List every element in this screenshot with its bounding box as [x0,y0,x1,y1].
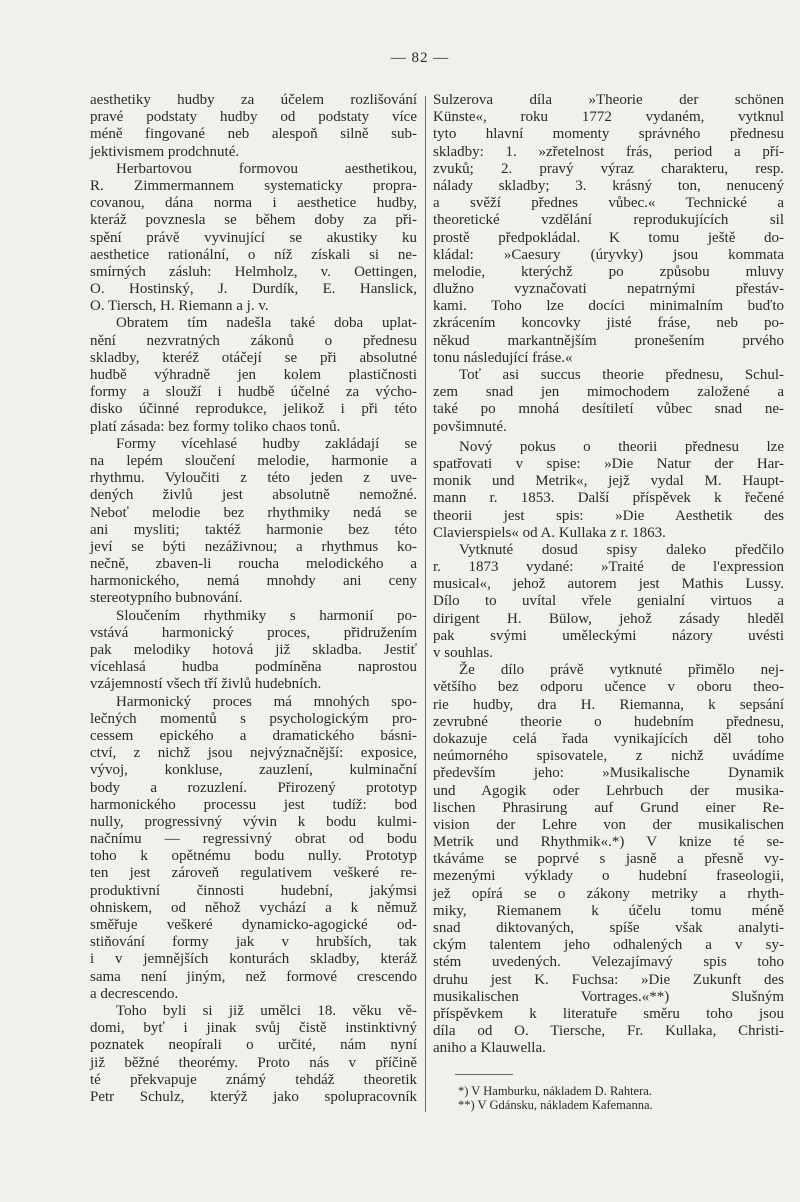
text-line: v souhlas. [433,645,493,661]
text-line: hudbě výhradně jen kolem plastičnosti [90,367,417,383]
text-line: vzájemností všech tří živlů hudebních. [90,676,322,693]
text-line: kládal: »Caesury (úryvky) jsou kommata [433,246,784,263]
text-line: covanou, dána norma i aesthetice hudby, [90,195,417,212]
text-line: theorii jest spis: »Die Aesthetik des [433,507,784,524]
text-line: Nový pokus o theorii přednesu lze [459,438,784,455]
text-line: pak melodiky hotová již skladba. Jestiť [90,642,417,658]
text-line: vstává harmonický proces, přidružením [90,624,417,641]
footnotes [452,1084,653,1112]
text-line: směřuje veškeré dynamicko-agogické od- [90,917,417,933]
text-line: Sloučením rhythmiky s harmonií po- [116,607,417,624]
text-line: stiňování formy jak v hrubších, tak [90,934,417,951]
text-line: R. Zimmermannem systematicky propra- [90,177,417,194]
text-line: Neboť melodie bez rhythmiky nedá se [90,504,417,521]
paragraph [90,161,417,316]
text-line: pak svými uměleckými názory uvésti [433,627,784,644]
text-line: i v jemnějších konturách skladby, kteráž [90,951,417,968]
text-line: kami. Toho lze docíci minimalním buďto [433,298,784,315]
text-line: zkrácením koncovky jisté fráse, neb po- [433,315,784,332]
text-line: a decrescendo. [90,985,179,1002]
page-number: — 82 — [390,50,450,66]
text-line: také po mnohá desítiletí vůbec snad ne- [433,401,784,418]
text-line: Petr Schulz, kterýž jako spolupracovník [90,1088,417,1105]
text-line: zvuků; 2. pravý výraz charakteru, resp. [433,160,784,177]
text-line: tyto hlavní momenty správného přednesu [433,126,784,143]
text-line: Obratem tím nadešla také doba uplat- [116,315,417,332]
text-line: příspěvkem k literatuře směru toho jsou [433,1005,784,1022]
text-line: na lepém sloučení melodie, harmonie a [90,452,417,469]
text-line: vývoj, konkluse, zauzlení, kulminační [90,762,417,779]
paragraph [90,694,417,1003]
text-line: tonu následující fráse.« [433,349,573,366]
text-line: rie hudby, dra H. Riemanna, k sepsání [433,696,784,713]
text-line: dirigent H. Bülow, jehož zásady hleděl [433,610,784,627]
text-line: někud markantnějším pronešením prvého [433,332,784,349]
text-line: spatřovati v spise: »Die Natur der Har- [433,455,784,472]
text-line: tkáváme se poprvé s jasně a přesně vy- [433,851,784,868]
text-line: sama není jiným, než formové crescendo [90,968,417,985]
paragraph [433,92,784,367]
text-line: kteráž povznesla se během doby za při- [90,212,417,229]
paragraph [90,1003,417,1106]
text-line: Sulzerova díla »Theorie der schönen [433,92,784,108]
paragraph [90,315,417,435]
text-line: und Agogik oder Lehrbuch der musika- [433,782,784,799]
text-line: prostě předpokládal. K tomu ještě do- [433,229,784,246]
text-line: smírných zásluh: Helmholz, v. Oettingen, [90,263,417,280]
text-line: nečně, zbaven-li roucha melodického a [90,556,417,573]
footnote-2: **) V Gdánsku, nákladem Kafemanna. [458,1098,653,1112]
text-line: jež opírá se o zákony metriky a rhyth- [433,885,784,902]
text-line: vision der Lehre von der musikalischen [433,816,784,833]
text-line: domi, byť i jinak svůj čistě instinktivný [90,1020,417,1037]
text-line: skladby: 1. »zřetelnost frás, period a pří- [433,143,784,160]
text-line: ten jest zároveň regulativem veškeré re- [90,865,417,882]
text-line: r. 1873 vydané: »Traité de l'expression [433,559,784,576]
text-line: lischen Phrasirung auf Grund einer Re- [433,799,784,816]
text-line: produktivní činnosti hudební, jakýmsi [90,882,417,899]
text-line: zem snad jen mimochodem založené a [433,384,784,401]
text-line: musical«, jehož autorem jest Mathis Lussy. [433,576,784,593]
text-line: ohniskem, od něhož vychází a k němuž [90,899,417,916]
text-line: stém uvedených. Velezajímavý spis toho [433,954,784,971]
paragraph [90,92,417,161]
text-line: cessem epického a dramatického básni- [90,727,417,744]
text-line: rhythmu. Vyloučiti z této jeden z uve- [90,470,417,487]
text-line: Formy vícehlasé hudby zakládají se [116,435,417,452]
column-divider [425,96,426,1112]
text-line: méně fingované neb alespoň silně sub- [90,126,417,143]
text-line: Toho byli si již umělci 18. věku vě- [116,1002,417,1019]
text-line: Clavierspiels« od A. Kullaka z r. 1863. [433,524,666,541]
text-line: druhu jest K. Fuchsa: »Die Zukunft des [433,971,784,988]
text-line: zevrubné theorie o hudebním přednesu, [433,713,784,730]
text-line: nění nezvratných zákonů o přednesu [90,332,417,349]
text-line: jektivismem prodchnuté. [90,143,240,160]
text-line: dlužno vyznačovati nepatrnými přestáv- [433,281,784,298]
text-line: lečných momentů s psychologickým pro- [90,710,417,727]
text-line: díla od O. Tiersche, Fr. Kullaka, Christi- [433,1023,784,1040]
text-line: formy a slouží i hudbě účelné za výcho- [90,384,417,401]
text-line: nully, progressivný vývin k bodu kulmi- [90,813,417,830]
text-line: povšimnuté. [433,418,507,435]
text-line: již běžné theorémy. Proto nás v příčině [90,1054,417,1071]
text-line: stereotypního bubnování. [90,590,243,607]
text-line: té překvapuje známý tehdáž theoretik [90,1071,417,1088]
paragraph [433,367,784,436]
text-line: Künste«, roku 1772 vydaném, vytknul [433,109,784,126]
text-line: Harmonický proces má mnohých spo- [116,693,417,710]
text-line: disko účinné reprodukce, jelikož i při této [90,401,417,418]
text-line: melodie, kterýchž po způsobu mluvy [433,263,784,280]
text-line: Toť asi succus theorie přednesu, Schul- [459,367,784,383]
text-line: theoretické vzdělání reprodukujících sil [433,212,784,229]
text-line: Herbartovou formovou aesthetikou, [116,160,417,177]
text-line: nálady skladby; 3. krásný ton, nenucený [433,177,784,194]
text-line: Že dílo právě vytknuté přimělo nej- [459,662,784,679]
text-line: platí zásada: bez formy toliko chaos tonů. [90,418,341,435]
text-line: monik und Metrik«, jejž vydal M. Haupt- [433,473,784,490]
text-line: snad diktovaných, spíše však analyti- [433,920,784,936]
left-column [90,92,417,1106]
text-line: pravé podstaty hudby od podstaty více [90,109,417,126]
text-line: O. Hostinský, J. Durdík, E. Hanslick, [90,281,417,298]
text-line: jeví se býti nezáživnou; a rhythmus ko- [90,538,417,555]
footnote-1: *) V Hamburku, nákladem D. Rahtera. [458,1084,652,1098]
text-line: a svěží přednes vůbec.« Technické a [433,195,784,212]
text-line: Vytknuté dosud spisy daleko předčilo [459,541,784,558]
paragraph [433,542,784,662]
text-line: ani mysliti; taktéž harmonie bez této [90,521,417,538]
text-line: poznatek neopírali o určité, nám nyní [90,1037,417,1054]
text-line: musikalischen Vortrages.«**) Slušným [433,988,784,1005]
text-line: harmonického, nemá mnohdy ani ceny [90,573,417,590]
text-line: body a rozuzlení. Přirozený prototyp [90,779,417,796]
paragraph [90,608,417,694]
text-line: většího bez odporu učence v oboru theo- [433,679,784,696]
text-line: mann r. 1853. Další příspěvek k řečené [433,490,784,507]
text-line: Metrik und Rhythmik«.*) V knize té se- [433,834,784,851]
text-line: O. Tiersch, H. Riemann a j. v. [90,298,269,315]
text-line: aesthetiky hudby za účelem rozlišování [90,92,417,108]
text-line: neúmorného spisovatele, z nichž uvádíme [433,748,784,765]
paragraph [90,436,417,608]
text-line: miky, Riemanem k účelu tomu méně [433,902,784,919]
footnote-rule [455,1074,513,1075]
text-line: harmonického processu jest tudíž: bod [90,796,417,813]
text-line: mezenými výklady o hudební fraseologii, [433,868,784,885]
text-line: především jeho: »Musikalische Dynamik [433,765,784,782]
text-line: ctví, z nichž jsou nejvýznačnější: exposice, [90,745,417,762]
text-line: vícehlasá hudba podmíněna naprostou [90,659,417,676]
text-line: toho k opětnému bodu nully. Prototyp [90,848,417,865]
text-line: načnímu — regressivný obrat od bodu [90,831,417,848]
text-line: ckým talentem jeho odhalených a v sy- [433,937,784,954]
text-line: dených živlů jest absolutně nemožné. [90,487,417,504]
text-line: aesthetice rationální, o níž získali si ne- [90,246,417,263]
text-line: aniho a Klauwella. [433,1040,546,1057]
text-line: spění právě vyvinující se akustiky ku [90,229,417,246]
right-column [433,92,784,1058]
text-line: Dílo to uvítal vřele genialní virtuos a [433,593,784,610]
text-line: skladby, kteréž otáčejí se při absolutné [90,349,417,366]
paragraph [433,439,784,542]
text-line: dokazuje celá řada vynikajících děl toho [433,730,784,747]
paragraph [433,662,784,1057]
